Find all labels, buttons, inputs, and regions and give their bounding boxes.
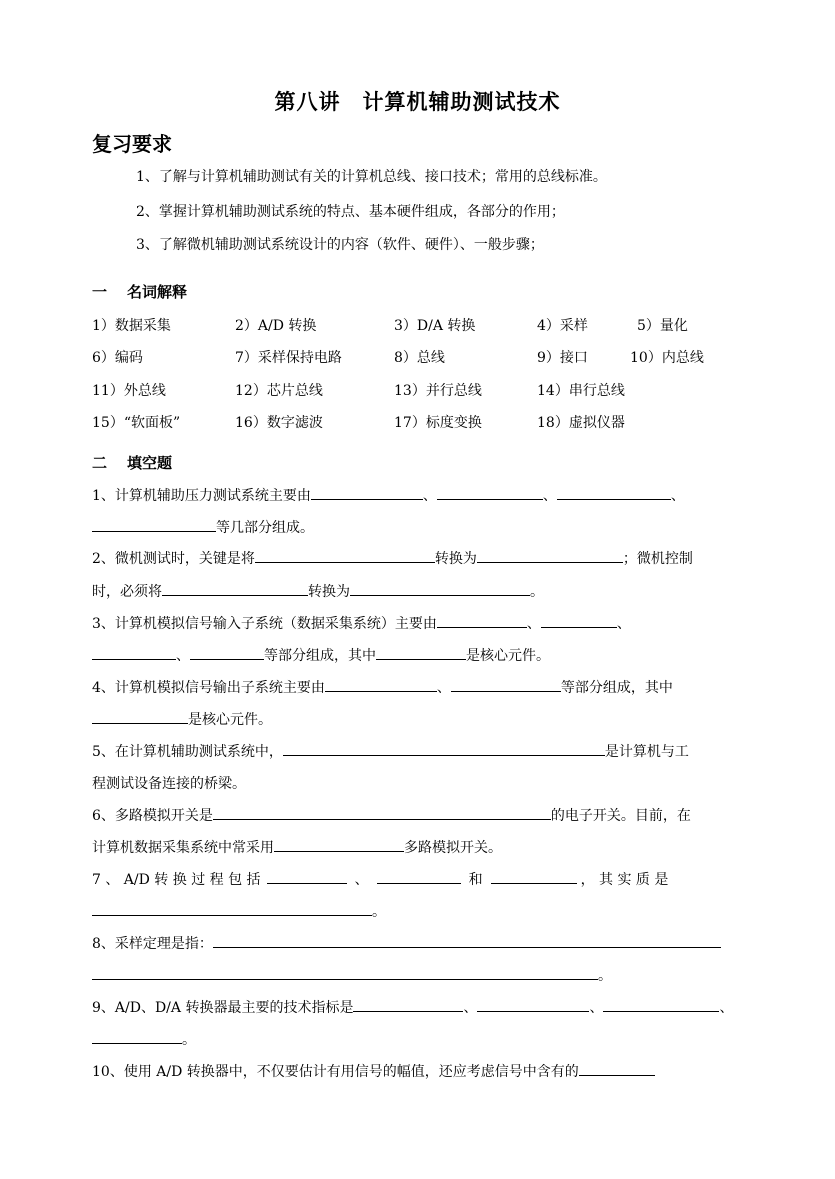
- answer-blank[interactable]: [377, 869, 461, 884]
- question-8-line-1: 8、采样定理是指：: [92, 933, 721, 953]
- question-9-line-2: 。: [92, 1029, 196, 1049]
- answer-blank[interactable]: [451, 677, 561, 692]
- answer-blank[interactable]: [213, 933, 721, 948]
- review-item-2: 2、掌握计算机辅助测试系统的特点、基本硬件组成，各部分的作用；: [136, 204, 565, 220]
- section-2-heading: [92, 452, 172, 473]
- question-5-line-1: 5、在计算机辅助测试系统中， 是计算机与工: [92, 741, 689, 761]
- question-3-line-2: 、 等部分组成，其中 是核心元件。: [92, 645, 550, 665]
- answer-blank[interactable]: [283, 741, 605, 756]
- question-2-line-1: 2、微机测试时，关键是将 转换为 ；微机控制: [92, 548, 693, 568]
- answer-blank[interactable]: [541, 613, 617, 628]
- review-item-3: 3、了解微机辅助测试系统设计的内容（软件、硬件）、一般步骤；: [136, 237, 544, 253]
- term-item: 18）虚拟仪器: [537, 415, 625, 431]
- term-item: 14）串行总线: [537, 383, 625, 399]
- term-item: 11）外总线: [92, 383, 166, 399]
- section-2-title: 填空题: [127, 454, 173, 472]
- question-3-line-1: 3、计算机模拟信号输入子系统（数据采集系统）主要由 、 、: [92, 613, 631, 633]
- answer-blank[interactable]: [350, 581, 530, 596]
- answer-blank[interactable]: [491, 869, 577, 884]
- answer-blank[interactable]: [311, 485, 423, 500]
- answer-blank[interactable]: [213, 805, 551, 820]
- question-6-line-2: 计算机数据采集系统中常采用 多路模拟开关。: [92, 837, 502, 857]
- term-item: 8）总线: [394, 350, 445, 366]
- page-title: 第八讲 计算机辅助测试技术: [274, 90, 561, 114]
- question-4-line-2: 是核心元件。: [92, 709, 272, 729]
- answer-blank[interactable]: [477, 997, 589, 1012]
- term-item: 4）采样: [537, 318, 588, 334]
- answer-blank[interactable]: [92, 517, 216, 532]
- question-2-line-2: 时，必须将 转换为 。: [92, 581, 544, 601]
- section-1-heading: [92, 281, 187, 302]
- term-item: 7）采样保持电路: [235, 350, 342, 366]
- answer-blank[interactable]: [92, 965, 598, 980]
- question-1-line-1: 1、计算机辅助压力测试系统主要由 、 、 、: [92, 485, 685, 505]
- answer-blank[interactable]: [190, 645, 264, 660]
- section-1-number: 一: [92, 283, 108, 301]
- question-7-line-1: 7 、 A/D 转 换 过 程 包 括 、 和 ， 其 实 质 是: [92, 869, 668, 889]
- term-item: 12）芯片总线: [235, 383, 323, 399]
- answer-blank[interactable]: [255, 548, 435, 563]
- answer-blank[interactable]: [267, 869, 347, 884]
- question-7-line-2: 。: [92, 901, 386, 921]
- term-item: 1）数据采集: [92, 318, 171, 334]
- answer-blank[interactable]: [325, 677, 437, 692]
- answer-blank[interactable]: [92, 901, 372, 916]
- term-item: 15）“软面板”: [92, 415, 181, 431]
- answer-blank[interactable]: [376, 645, 466, 660]
- section-2-number: 二: [92, 454, 108, 472]
- question-1-line-2: 等几部分组成。: [92, 517, 314, 537]
- answer-blank[interactable]: [579, 1061, 655, 1076]
- answer-blank[interactable]: [274, 837, 404, 852]
- term-item: 9）接口: [537, 350, 588, 366]
- term-item: 10）内总线: [630, 350, 704, 366]
- answer-blank[interactable]: [353, 997, 463, 1012]
- review-item-1: 1、了解与计算机辅助测试有关的计算机总线、接口技术；常用的总线标准。: [136, 169, 607, 185]
- term-item: 6）编码: [92, 350, 143, 366]
- term-item: 13）并行总线: [394, 383, 482, 399]
- question-5-line-2: 程测试设备连接的桥梁。: [92, 776, 246, 792]
- answer-blank[interactable]: [92, 1029, 182, 1044]
- review-heading: 复习要求: [92, 132, 172, 156]
- answer-blank[interactable]: [557, 485, 671, 500]
- question-10-line-1: 10、使用 A/D 转换器中，不仅要估计有用信号的幅值，还应考虑信号中含有的: [92, 1061, 655, 1081]
- term-item: 2）A/D 转换: [235, 318, 317, 334]
- answer-blank[interactable]: [603, 997, 719, 1012]
- term-item: 17）标度变换: [394, 415, 482, 431]
- answer-blank[interactable]: [437, 485, 543, 500]
- answer-blank[interactable]: [92, 645, 176, 660]
- answer-blank[interactable]: [437, 613, 527, 628]
- term-item: 16）数字滤波: [235, 415, 323, 431]
- answer-blank[interactable]: [162, 581, 308, 596]
- term-item: 3）D/A 转换: [394, 318, 476, 334]
- term-item: 5）量化: [637, 318, 688, 334]
- question-8-line-2: 。: [92, 965, 612, 985]
- question-6-line-1: 6、多路模拟开关是 的电子开关。目前，在: [92, 805, 691, 825]
- section-1-title: 名词解释: [127, 283, 188, 301]
- question-9-line-1: 9、A/D、D/A 转换器最主要的技术指标是 、 、 、: [92, 997, 733, 1017]
- question-4-line-1: 4、计算机模拟信号输出子系统主要由 、 等部分组成，其中: [92, 677, 673, 697]
- answer-blank[interactable]: [92, 709, 188, 724]
- answer-blank[interactable]: [477, 548, 623, 563]
